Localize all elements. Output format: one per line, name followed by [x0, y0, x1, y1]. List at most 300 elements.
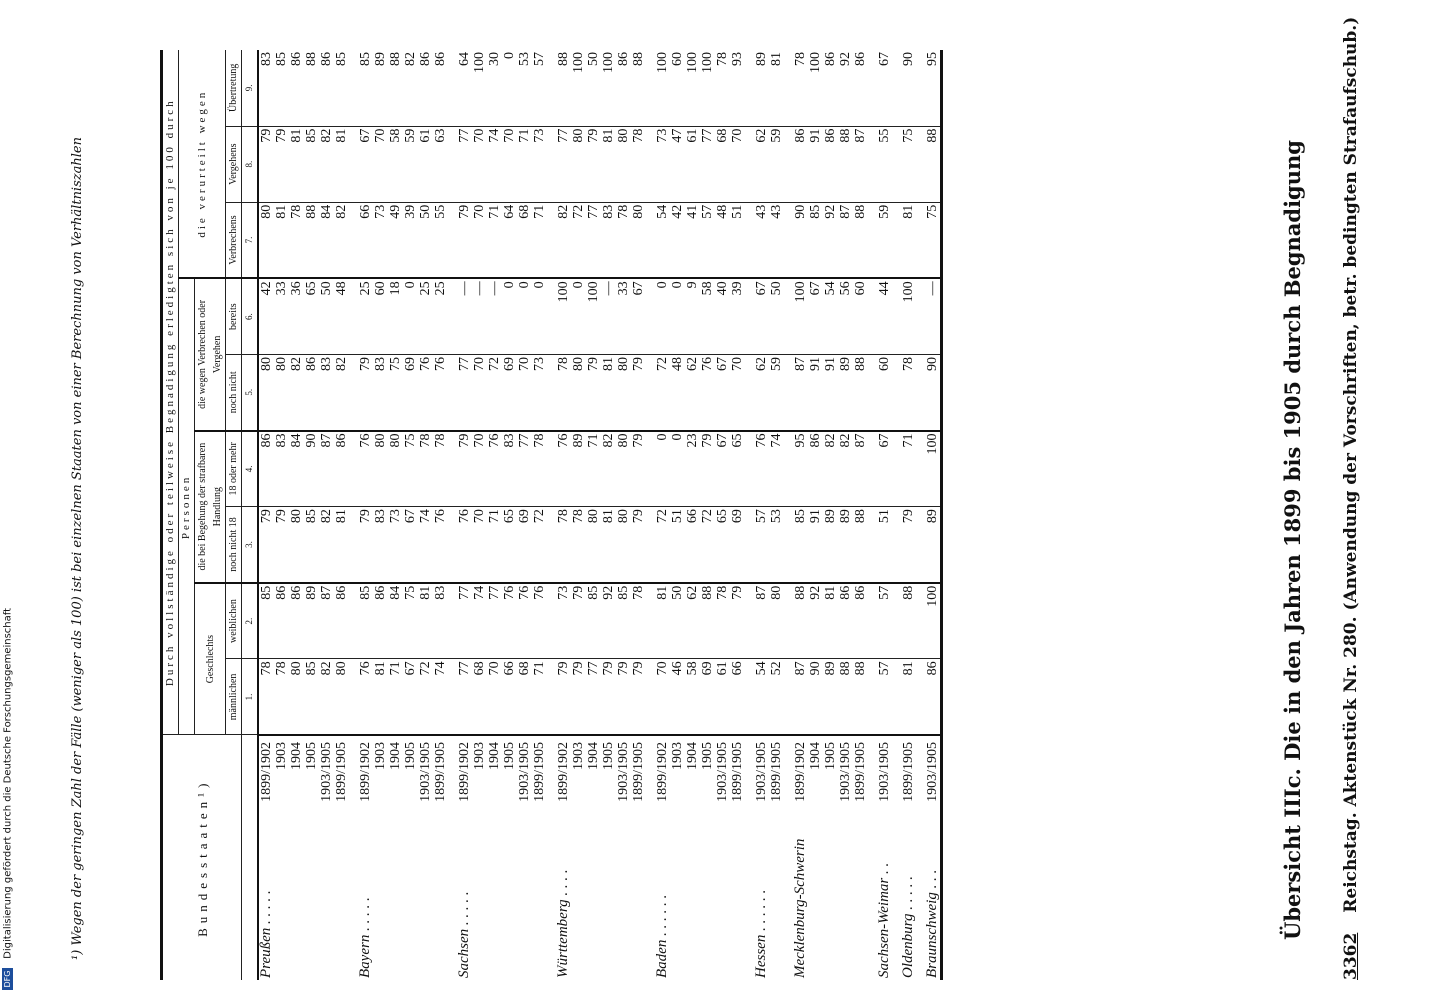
value-cell: 72 — [646, 507, 670, 583]
year-cell: 1905 — [700, 735, 715, 830]
value-cell: 88 — [304, 202, 319, 278]
value-cell: 95 — [916, 50, 942, 126]
value-cell: 87 — [319, 431, 334, 507]
value-cell: 95 — [784, 431, 808, 507]
value-cell: 0 — [571, 278, 586, 354]
table-row — [319, 50, 334, 980]
table-row — [769, 50, 784, 980]
state-name-cell — [571, 830, 586, 980]
state-name-cell — [502, 830, 517, 980]
value-cell: 89 — [373, 50, 388, 126]
value-cell: 66 — [685, 507, 700, 583]
year-cell: 1903/1905 — [745, 735, 769, 830]
value-cell: — — [601, 278, 616, 354]
table-row — [433, 50, 448, 980]
state-name-cell — [334, 830, 349, 980]
value-cell: 81 — [823, 583, 838, 659]
value-cell: 69 — [730, 507, 745, 583]
value-cell: 83 — [258, 50, 274, 126]
table-row — [853, 50, 868, 980]
value-cell: 88 — [304, 50, 319, 126]
state-name-cell — [631, 830, 646, 980]
value-cell: 25 — [349, 278, 373, 354]
table-row — [403, 50, 418, 980]
value-cell: 57 — [532, 50, 547, 126]
value-cell: 79 — [730, 583, 745, 659]
value-cell: 67 — [715, 431, 730, 507]
value-cell: 89 — [823, 659, 838, 735]
value-cell: 70 — [373, 126, 388, 202]
value-cell: 70 — [472, 431, 487, 507]
value-cell: 86 — [373, 583, 388, 659]
state-name-cell — [685, 830, 700, 980]
table-row — [616, 50, 631, 980]
value-cell: 67 — [631, 278, 646, 354]
value-cell: 67 — [868, 50, 892, 126]
year-cell: 1903 — [472, 735, 487, 830]
value-cell: 80 — [258, 202, 274, 278]
value-cell: 82 — [547, 202, 571, 278]
value-cell: 82 — [403, 50, 418, 126]
table-body — [258, 50, 942, 980]
value-cell: 87 — [319, 583, 334, 659]
value-cell: 88 — [838, 126, 853, 202]
value-cell: 69 — [700, 659, 715, 735]
noch-nicht-18-header: noch nicht 18 — [226, 507, 242, 583]
value-cell: 78 — [631, 583, 646, 659]
value-cell: — — [448, 278, 472, 354]
value-cell: 81 — [274, 202, 289, 278]
value-cell: 81 — [334, 126, 349, 202]
value-cell: 71 — [532, 659, 547, 735]
value-cell: 33 — [274, 278, 289, 354]
value-cell: 0 — [502, 278, 517, 354]
year-cell: 1903/1905 — [517, 735, 532, 830]
value-cell: 89 — [571, 431, 586, 507]
value-cell: 61 — [715, 659, 730, 735]
value-cell: 92 — [808, 583, 823, 659]
value-cell: 62 — [745, 354, 769, 430]
year-cell: 1899/1902 — [784, 735, 808, 830]
table-row — [715, 50, 730, 980]
table-row — [517, 50, 532, 980]
value-cell: 48 — [334, 278, 349, 354]
value-cell: 73 — [532, 126, 547, 202]
value-cell: 65 — [502, 507, 517, 583]
value-cell: 78 — [547, 354, 571, 430]
value-cell: 59 — [403, 126, 418, 202]
value-cell: 59 — [769, 354, 784, 430]
value-cell: 75 — [916, 202, 942, 278]
state-name-cell: Mecklenburg-Schwerin — [792, 838, 808, 978]
value-cell: 74 — [487, 126, 502, 202]
value-cell: 89 — [823, 507, 838, 583]
value-cell: 83 — [373, 507, 388, 583]
year-cell: 1903 — [571, 735, 586, 830]
value-cell: 0 — [502, 50, 517, 126]
value-cell: 68 — [715, 126, 730, 202]
table-row — [808, 50, 823, 980]
table-row — [784, 50, 808, 980]
year-cell: 1903/1905 — [319, 735, 334, 830]
value-cell: 70 — [472, 507, 487, 583]
value-cell: 50 — [670, 583, 685, 659]
value-cell: 76 — [700, 354, 715, 430]
value-cell: 89 — [916, 507, 942, 583]
value-cell: 75 — [388, 354, 403, 430]
value-cell: 59 — [868, 202, 892, 278]
state-name-cell — [517, 830, 532, 980]
table-row — [448, 50, 472, 980]
value-cell: 67 — [715, 354, 730, 430]
value-cell: 78 — [289, 202, 304, 278]
value-cell: 85 — [784, 507, 808, 583]
state-name-cell — [487, 830, 502, 980]
value-cell: 92 — [601, 583, 616, 659]
state-name-cell — [616, 830, 631, 980]
value-cell: 77 — [547, 126, 571, 202]
value-cell: 54 — [745, 659, 769, 735]
value-cell: 72 — [418, 659, 433, 735]
year-cell: 1899/1905 — [730, 735, 745, 830]
value-cell: 55 — [868, 126, 892, 202]
value-cell: 88 — [700, 583, 715, 659]
value-cell: 86 — [838, 583, 853, 659]
year-cell: 1905 — [502, 735, 517, 830]
value-cell: 64 — [502, 202, 517, 278]
value-cell: 74 — [472, 583, 487, 659]
value-cell: 100 — [892, 278, 916, 354]
value-cell: 77 — [517, 431, 532, 507]
value-cell: 53 — [517, 50, 532, 126]
geschlecht-header: Geschlechts — [195, 583, 226, 735]
value-cell: 25 — [433, 278, 448, 354]
value-cell: 82 — [601, 431, 616, 507]
value-cell: 76 — [433, 354, 448, 430]
value-cell: 33 — [616, 278, 631, 354]
value-cell: 74 — [433, 659, 448, 735]
value-cell: 80 — [289, 659, 304, 735]
value-cell: 70 — [472, 126, 487, 202]
value-cell: 85 — [304, 507, 319, 583]
value-cell: 78 — [547, 507, 571, 583]
value-cell: 86 — [616, 50, 631, 126]
value-cell: 0 — [646, 278, 670, 354]
value-cell: 68 — [472, 659, 487, 735]
value-cell: 85 — [304, 126, 319, 202]
colnum: 6. — [242, 278, 259, 354]
value-cell: 78 — [715, 583, 730, 659]
value-cell: 87 — [784, 354, 808, 430]
value-cell: 85 — [334, 50, 349, 126]
value-cell: 79 — [631, 354, 646, 430]
value-cell: 90 — [304, 431, 319, 507]
value-cell: 76 — [349, 431, 373, 507]
value-cell: 0 — [532, 278, 547, 354]
state-name-cell — [319, 830, 334, 980]
value-cell: 80 — [616, 507, 631, 583]
year-cell: 1899/1905 — [532, 735, 547, 830]
value-cell: 70 — [472, 354, 487, 430]
value-cell: 0 — [670, 431, 685, 507]
value-cell: 74 — [418, 507, 433, 583]
value-cell: 79 — [258, 126, 274, 202]
value-cell: 76 — [745, 431, 769, 507]
value-cell: 88 — [853, 354, 868, 430]
value-cell: 51 — [730, 202, 745, 278]
value-cell: 72 — [487, 354, 502, 430]
value-cell: 18 — [388, 278, 403, 354]
table-row — [601, 50, 616, 980]
value-cell: 57 — [745, 507, 769, 583]
digitization-note — [2, 608, 14, 990]
value-cell: 92 — [838, 50, 853, 126]
value-cell: 67 — [868, 431, 892, 507]
value-cell: 67 — [808, 278, 823, 354]
value-cell: 82 — [289, 354, 304, 430]
colnum: 3. — [242, 507, 259, 583]
value-cell: 48 — [670, 354, 685, 430]
value-cell: 75 — [403, 583, 418, 659]
value-cell: 80 — [571, 354, 586, 430]
value-cell: 76 — [487, 431, 502, 507]
state-name-cell: Baden . . . . . . — [654, 894, 670, 978]
table-row — [334, 50, 349, 980]
value-cell: — — [472, 278, 487, 354]
value-cell: 79 — [448, 431, 472, 507]
value-cell: 79 — [571, 659, 586, 735]
value-cell: 54 — [646, 202, 670, 278]
state-name-cell: Sachsen . . . . . — [456, 891, 472, 978]
value-cell: 86 — [334, 583, 349, 659]
value-cell: 91 — [808, 354, 823, 430]
value-cell: 86 — [808, 431, 823, 507]
value-cell: 85 — [304, 659, 319, 735]
value-cell: 81 — [418, 583, 433, 659]
value-cell: 0 — [646, 431, 670, 507]
colnum: 8. — [242, 126, 259, 202]
value-cell: 80 — [388, 431, 403, 507]
page-header-text: Reichstag. Aktenstück Nr. 280. (Anwendung der Vorschriften, betr. bedingten Strafaufschub.) — [1341, 16, 1361, 913]
value-cell: 100 — [916, 431, 942, 507]
value-cell: 86 — [289, 50, 304, 126]
year-cell: 1904 — [586, 735, 601, 830]
value-cell: 91 — [808, 126, 823, 202]
table-row — [502, 50, 517, 980]
value-cell: 58 — [685, 659, 700, 735]
state-name-cell — [418, 830, 433, 980]
table-row — [418, 50, 433, 980]
year-cell: 1903/1905 — [715, 735, 730, 830]
year-cell: 1905 — [304, 735, 319, 830]
value-cell: 61 — [418, 126, 433, 202]
table-title: Übersicht IIIc. Die in den Jahren 1899 bis 1905 durch Begnadigung — [1280, 140, 1305, 940]
value-cell: 77 — [586, 202, 601, 278]
value-cell: 77 — [448, 126, 472, 202]
value-cell: 77 — [448, 583, 472, 659]
state-name-cell — [838, 830, 853, 980]
value-cell: 57 — [700, 202, 715, 278]
table-row — [823, 50, 838, 980]
value-cell: 71 — [586, 431, 601, 507]
value-cell: 83 — [601, 202, 616, 278]
state-name-cell — [586, 830, 601, 980]
value-cell: 79 — [349, 507, 373, 583]
value-cell: 81 — [334, 507, 349, 583]
state-name-cell: Braunschweig . . . — [916, 830, 942, 980]
value-cell: 69 — [403, 354, 418, 430]
state-name-cell — [823, 830, 838, 980]
year-cell: 1899/1905 — [631, 735, 646, 830]
value-cell: 41 — [685, 202, 700, 278]
value-cell: 86 — [289, 583, 304, 659]
value-cell: 83 — [502, 431, 517, 507]
value-cell: 90 — [784, 202, 808, 278]
verbrechens-header: Verbrechens — [226, 202, 242, 278]
state-name-cell — [730, 830, 745, 980]
state-name-cell: Preußen . . . . . — [258, 890, 274, 978]
value-cell: 91 — [823, 354, 838, 430]
value-cell: 73 — [532, 354, 547, 430]
value-cell: 86 — [319, 50, 334, 126]
value-cell: 71 — [532, 202, 547, 278]
value-cell: 79 — [258, 507, 274, 583]
value-cell: 66 — [730, 659, 745, 735]
value-cell: 85 — [349, 50, 373, 126]
value-cell: 57 — [868, 583, 892, 659]
table-row — [571, 50, 586, 980]
value-cell: 42 — [670, 202, 685, 278]
value-cell: 72 — [700, 507, 715, 583]
value-cell: 60 — [853, 278, 868, 354]
value-cell: 79 — [631, 507, 646, 583]
value-cell: 66 — [349, 202, 373, 278]
value-cell: 61 — [685, 126, 700, 202]
value-cell: 82 — [319, 659, 334, 735]
state-name-cell — [373, 830, 388, 980]
value-cell: 70 — [502, 126, 517, 202]
value-cell: 93 — [730, 50, 745, 126]
subtitle-header: Durch vollständige oder teilweise Begnadigung erledigten sich von je 100 durch — [162, 50, 179, 735]
value-cell: 86 — [823, 126, 838, 202]
value-cell: 76 — [547, 431, 571, 507]
value-cell: 80 — [769, 583, 784, 659]
value-cell: 88 — [547, 50, 571, 126]
table-row — [730, 50, 745, 980]
value-cell: 62 — [685, 583, 700, 659]
statistics-table — [160, 50, 943, 980]
value-cell: 81 — [646, 583, 670, 659]
value-cell: 86 — [304, 354, 319, 430]
value-cell: 85 — [808, 202, 823, 278]
table-row — [838, 50, 853, 980]
value-cell: 79 — [274, 126, 289, 202]
dfg-logo: DFG — [2, 968, 13, 990]
value-cell: 71 — [487, 202, 502, 278]
state-name-cell — [472, 830, 487, 980]
colnum: 4. — [242, 431, 259, 507]
value-cell: 81 — [892, 659, 916, 735]
value-cell: 30 — [487, 50, 502, 126]
value-cell: 79 — [616, 659, 631, 735]
value-cell: 57 — [868, 659, 892, 735]
value-cell: 71 — [388, 659, 403, 735]
state-name-cell — [403, 830, 418, 980]
value-cell: — — [487, 278, 502, 354]
value-cell: 63 — [433, 126, 448, 202]
maennlich-header: männlichen — [226, 659, 242, 735]
value-cell: 77 — [448, 659, 472, 735]
value-cell: 59 — [769, 126, 784, 202]
state-name-cell — [853, 830, 868, 980]
value-cell: 83 — [274, 431, 289, 507]
value-cell: 47 — [670, 126, 685, 202]
value-cell: 83 — [433, 583, 448, 659]
value-cell: 81 — [601, 126, 616, 202]
value-cell: 83 — [319, 354, 334, 430]
value-cell: 92 — [823, 202, 838, 278]
table-row — [700, 50, 715, 980]
value-cell: 71 — [892, 431, 916, 507]
value-cell: 50 — [319, 278, 334, 354]
value-cell: 40 — [715, 278, 730, 354]
value-cell: 72 — [646, 354, 670, 430]
value-cell: 78 — [274, 659, 289, 735]
value-cell: 52 — [769, 659, 784, 735]
year-cell: 1904 — [487, 735, 502, 830]
colnum: 5. — [242, 354, 259, 430]
value-cell: 100 — [601, 50, 616, 126]
value-cell: 81 — [892, 202, 916, 278]
value-cell: 39 — [403, 202, 418, 278]
value-cell: 71 — [517, 126, 532, 202]
value-cell: 70 — [487, 659, 502, 735]
colnum: 2. — [242, 583, 259, 659]
value-cell: 80 — [616, 126, 631, 202]
value-cell: 79 — [448, 202, 472, 278]
state-name-cell — [433, 830, 448, 980]
value-cell: 91 — [808, 507, 823, 583]
table-row — [532, 50, 547, 980]
value-cell: 70 — [730, 126, 745, 202]
value-cell: 86 — [784, 126, 808, 202]
value-cell: 77 — [586, 659, 601, 735]
value-cell: 81 — [373, 659, 388, 735]
blank-colnum — [242, 735, 259, 980]
state-name-cell: Bayern . . . . . — [357, 897, 373, 978]
value-cell: 64 — [448, 50, 472, 126]
table-row — [646, 50, 670, 980]
wegen-verbrechen-header: die wegen Verbrechen oder Vergehen — [195, 278, 226, 430]
state-name-cell — [769, 830, 784, 980]
year-cell: 1905 — [823, 735, 838, 830]
year-cell: 1903/1905 — [916, 735, 942, 830]
value-cell: 60 — [373, 278, 388, 354]
value-cell: 55 — [433, 202, 448, 278]
value-cell: 73 — [547, 583, 571, 659]
year-cell: 1904 — [388, 735, 403, 830]
value-cell: 62 — [745, 126, 769, 202]
value-cell: 71 — [487, 507, 502, 583]
value-cell: 54 — [823, 278, 838, 354]
year-cell: 1899/1905 — [769, 735, 784, 830]
table-row — [670, 50, 685, 980]
table-row — [916, 50, 942, 980]
year-cell: 1904 — [685, 735, 700, 830]
value-cell: 80 — [373, 431, 388, 507]
value-cell: 49 — [388, 202, 403, 278]
value-cell: 50 — [418, 202, 433, 278]
